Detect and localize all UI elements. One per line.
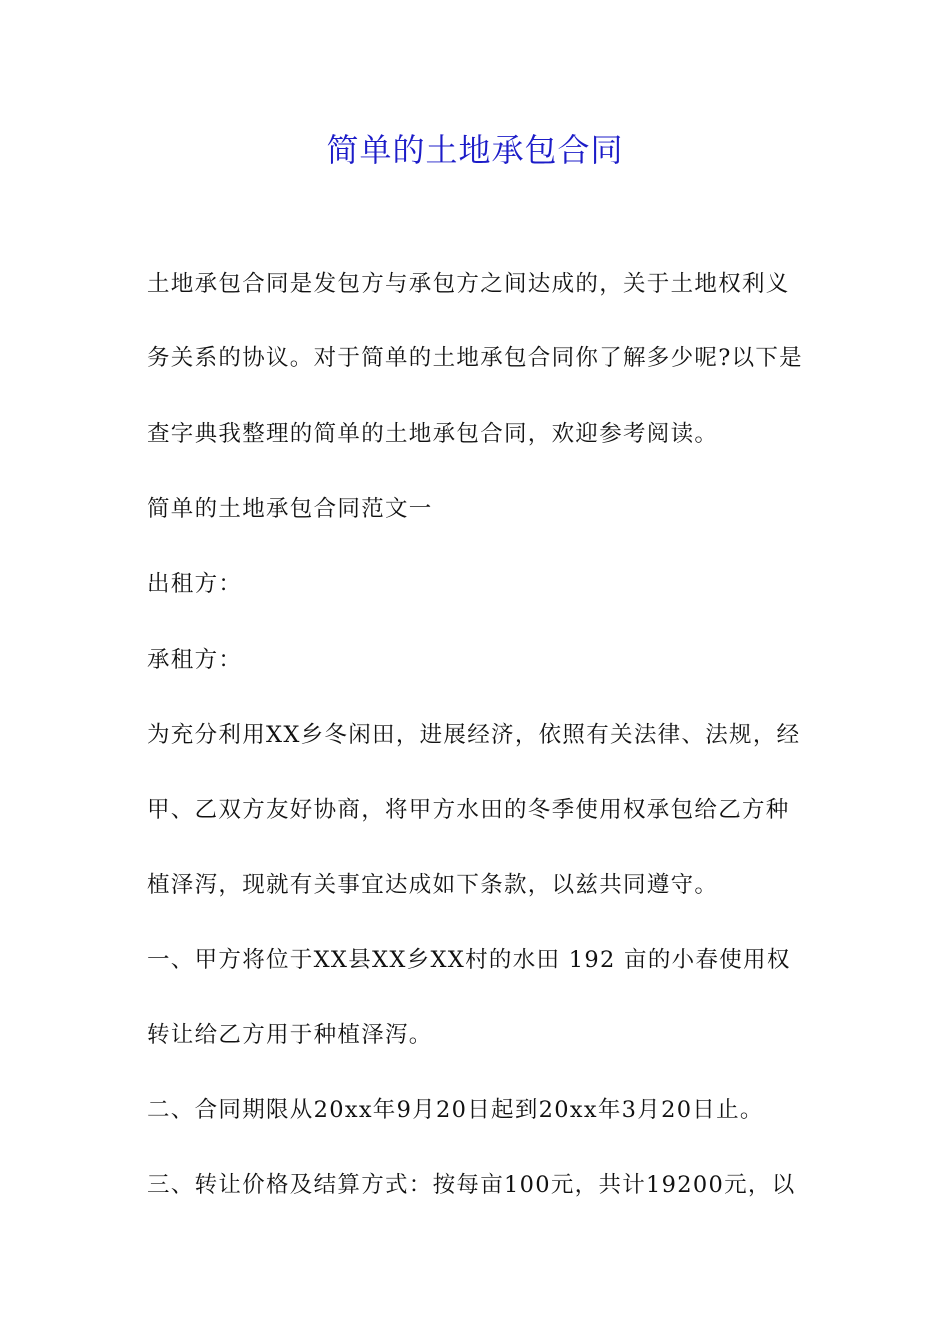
- paragraph-line: 查字典我整理的简单的土地承包合同，欢迎参考阅读。: [147, 421, 719, 447]
- clause-three-line: 三、转让价格及结算方式：按每亩100元，共计19200元，以: [147, 1172, 796, 1198]
- clause-two-line: 二、合同期限从20xx年9月20日起到20xx年3月20日止。: [147, 1097, 764, 1123]
- clause-one-line: 一、甲方将位于XX县XX乡XX村的水田 192 亩的小春使用权: [147, 947, 791, 973]
- paragraph-line: 甲、乙双方友好协商，将甲方水田的冬季使用权承包给乙方种: [147, 797, 790, 823]
- paragraph-line: 植泽泻，现就有关事宜达成如下条款，以兹共同遵守。: [147, 872, 719, 898]
- lessor-label: 出租方：: [147, 571, 243, 597]
- document-title: 简单的土地承包合同: [326, 131, 624, 169]
- paragraph-line: 土地承包合同是发包方与承包方之间达成的，关于土地权利义: [147, 271, 790, 297]
- section-heading: 简单的土地承包合同范文一: [147, 496, 433, 522]
- clause-one-line: 转让给乙方用于种植泽泻。: [147, 1022, 433, 1048]
- paragraph-line: 为充分利用XX乡冬闲田，进展经济，依照有关法律、法规，经: [147, 722, 801, 748]
- paragraph-line: 务关系的协议。对于简单的土地承包合同你了解多少呢?以下是: [147, 345, 803, 371]
- lessee-label: 承租方：: [147, 647, 243, 673]
